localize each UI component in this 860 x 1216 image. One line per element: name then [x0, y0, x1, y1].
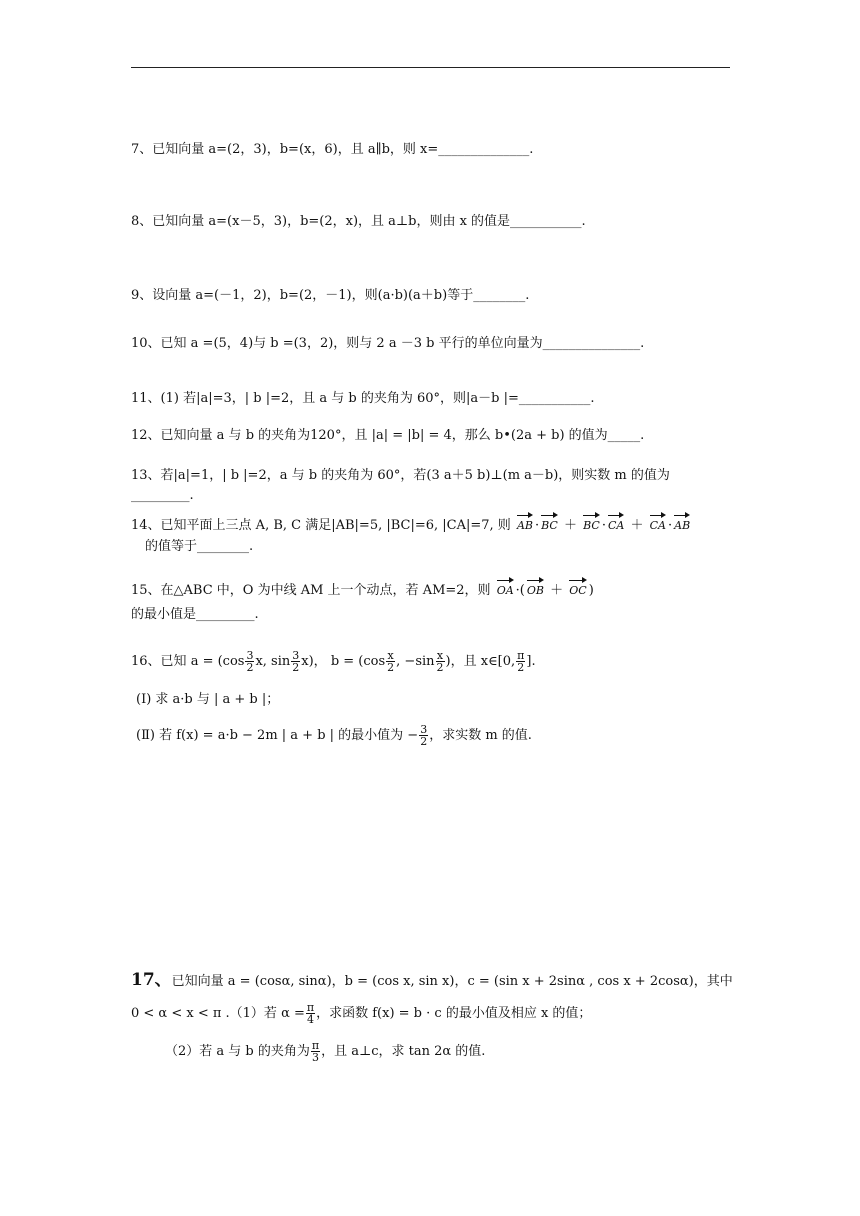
fraction: $\frac{x}{2}$	[436, 649, 444, 674]
vector-ca-2: CA	[650, 512, 666, 531]
question-14: 14、已知平面上三点 A, B, C 满足|AB|=5, |BC|=6, |CA|=7, 则 AB · BC ＋ BC · CA ＋ CA · AB	[131, 512, 692, 536]
fraction: $\frac{3}{2}$	[246, 649, 254, 674]
fraction: $\frac{3}{2}$	[420, 723, 428, 748]
vector-bc-2: BC	[583, 512, 600, 531]
fraction: $\frac{x}{2}$	[387, 649, 395, 674]
question-10: 10、已知 a =(5，4)与 b =(3，2)，则与 2 a －3 b 平行的单位向量为_______________.	[131, 336, 645, 351]
fraction: $\frac{\pi}{2}$	[517, 649, 525, 674]
question-16: 16、已知 a = (cos $\frac{3}{2}$ x, sin $\frac{3}{2}$ x)， b = (cos $\frac{x}{2}$ , −sin $\frac{x}{2}$ )，且 x∈[0, $\frac{\pi}{2}$ ].	[131, 649, 536, 674]
vector-oa: OA	[497, 577, 514, 596]
question-17: 17、已知向量 a = (cosα, sinα)，b = (cos x, sin x)，c = (sin x + 2sinα , cos x + 2cosα)，其中	[131, 970, 733, 990]
q15-tail: 的最小值是_________.	[131, 607, 259, 622]
header-rule	[131, 67, 730, 68]
vector-ab-2: AB	[674, 512, 690, 531]
q14-tail: 的值等于________.	[145, 539, 254, 554]
q16-part-2: (Ⅱ) 若 f(x) = a·b − 2m | a + b | 的最小值为 − $\frac{3}{2}$ ，求实数 m 的值.	[136, 723, 532, 748]
question-9: 9、设向量 a=(－1，2)，b=(2，－1)，则(a·b)(a＋b)等于________.	[131, 288, 530, 303]
q17-line-2: 0 < α < x < π .（1）若 α = $\frac{\pi}{4}$ ，求函数 f(x) = b · c 的最小值及相应 x 的值；	[131, 1001, 592, 1026]
q17-line-3: （2）若 a 与 b 的夹角为 $\frac{\pi}{3}$ ，且 a⊥c，求 tan 2α 的值.	[165, 1039, 486, 1064]
question-8: 8、已知向量 a=(x－5，3)，b=(2，x)，且 a⊥b，则由 x 的值是___________.	[131, 214, 586, 229]
q15-text: 15、在△ABC 中，O 为中线 AM 上一个动点，若 AM=2，则	[131, 583, 491, 598]
fraction: $\frac{3}{2}$	[292, 649, 300, 674]
question-15: 15、在△ABC 中，O 为中线 AM 上一个动点，若 AM=2，则 OA ·( OB ＋ OC )	[131, 577, 594, 601]
vector-ab: AB	[517, 512, 533, 531]
fraction: $\frac{\pi}{4}$	[306, 1001, 315, 1026]
vector-bc: BC	[541, 512, 558, 531]
q16-part-1: (I) 求 a·b 与 | a + b |；	[136, 692, 280, 707]
q14-text: 14、已知平面上三点 A, B, C 满足|AB|=5, |BC|=6, |CA|=7, 则	[131, 518, 511, 533]
q17-number: 17、	[131, 970, 172, 990]
fraction: $\frac{\pi}{3}$	[311, 1039, 320, 1064]
question-13: 13、若|a|=1，| b |=2，a 与 b 的夹角为 60°，若(3 a＋5 b)⊥(m a－b)，则实数 m 的值为_________.	[131, 468, 670, 503]
vector-ca: CA	[608, 512, 624, 531]
question-12: 12、已知向量 a 与 b 的夹角为120°，且 |a| = |b| = 4，那么 b•(2a + b) 的值为_____.	[131, 428, 645, 443]
vector-oc: OC	[569, 577, 586, 596]
vector-ob: OB	[527, 577, 544, 596]
question-11: 11、(1) 若|a|=3，| b |=2，且 a 与 b 的夹角为 60°，则|a－b |=___________.	[131, 391, 595, 406]
question-7: 7、已知向量 a=(2，3)，b=(x，6)，且 a∥b，则 x=______________.	[131, 142, 534, 157]
